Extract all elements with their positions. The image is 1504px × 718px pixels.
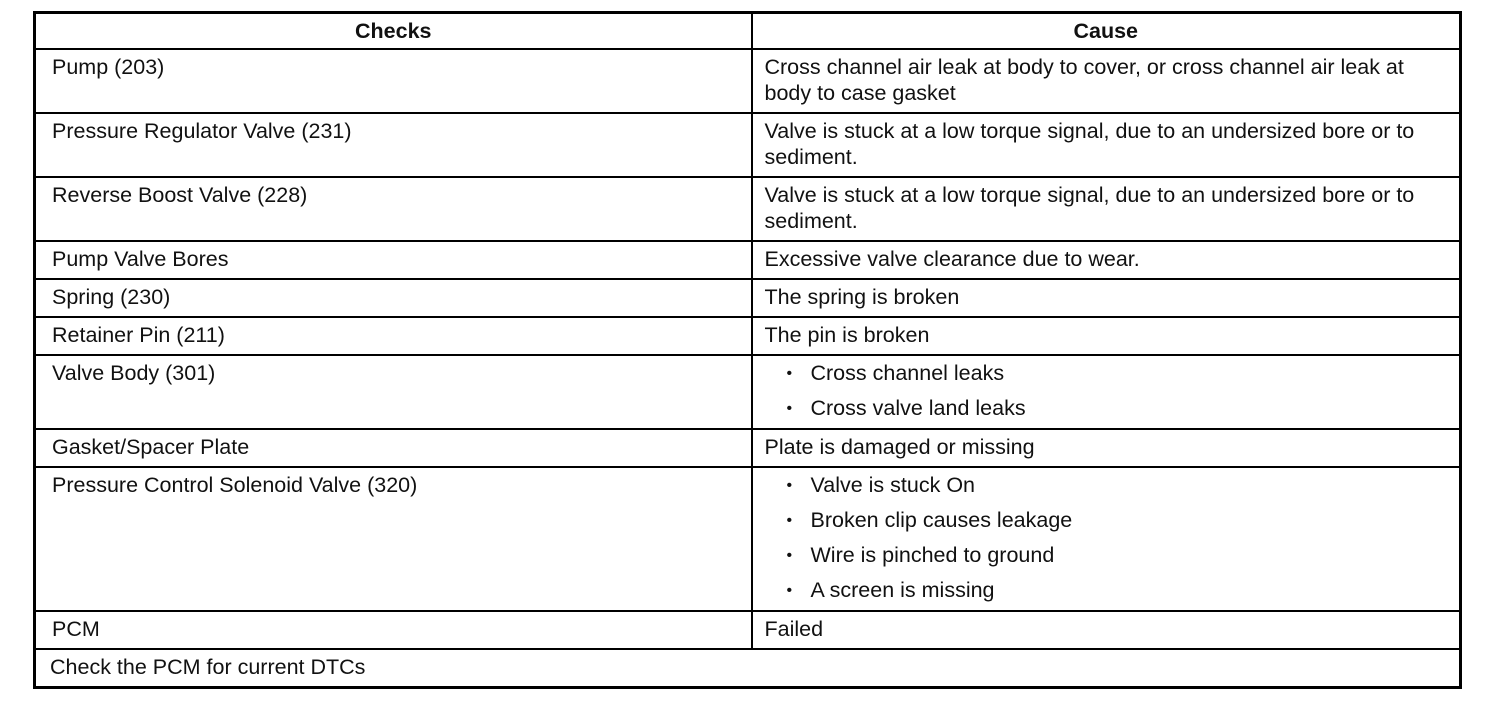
check-cell: Retainer Pin (211)	[35, 317, 752, 355]
cause-cell	[752, 355, 1461, 429]
cause-cell: Plate is damaged or missing	[752, 429, 1461, 467]
table-row	[35, 429, 1461, 467]
check-cell: Gasket/Spacer Plate	[35, 429, 752, 467]
bullet-icon: •	[786, 365, 793, 382]
bullet-icon: •	[786, 582, 793, 599]
cause-bullet-item	[787, 395, 1450, 422]
check-cell: Pressure Control Solenoid Valve (320)	[35, 467, 752, 611]
table-row	[35, 611, 1461, 649]
table-row	[35, 355, 1461, 429]
check-cell: Pump (203)	[35, 49, 752, 113]
cause-bullet-list	[765, 472, 1450, 604]
cause-cell: Failed	[752, 611, 1461, 649]
cause-bullet-text: Broken clip causes leakage	[810, 508, 1073, 532]
cause-cell: The spring is broken	[752, 279, 1461, 317]
cause-bullet-text: Wire is pinched to ground	[810, 543, 1055, 567]
cause-bullet-item	[787, 507, 1450, 534]
table-footer-row	[35, 649, 1461, 688]
check-cell: Reverse Boost Valve (228)	[35, 177, 752, 241]
column-header-cause: Cause	[752, 13, 1461, 50]
cause-bullet-item	[787, 577, 1450, 604]
checks-table	[33, 11, 1462, 689]
header-row	[35, 13, 1461, 50]
table-row	[35, 113, 1461, 177]
check-cell: Valve Body (301)	[35, 355, 752, 429]
cause-bullet-list	[765, 360, 1450, 422]
cause-cell: Excessive valve clearance due to wear.	[752, 241, 1461, 279]
table-row	[35, 317, 1461, 355]
check-cell: Pressure Regulator Valve (231)	[35, 113, 752, 177]
cause-cell	[752, 467, 1461, 611]
cause-cell: Cross channel air leak at body to cover, or cross channel air leak at body to case gasket	[752, 49, 1461, 113]
table-row	[35, 279, 1461, 317]
cause-cell: Valve is stuck at a low torque signal, due to an undersized bore or to sediment.	[752, 177, 1461, 241]
check-cell: Spring (230)	[35, 279, 752, 317]
table-row	[35, 241, 1461, 279]
cause-bullet-item	[787, 542, 1450, 569]
bullet-icon: •	[786, 547, 793, 564]
cause-bullet-text: Valve is stuck On	[810, 473, 975, 497]
cause-cell: Valve is stuck at a low torque signal, due to an undersized bore or to sediment.	[752, 113, 1461, 177]
table-row	[35, 467, 1461, 611]
footer-note: Check the PCM for current DTCs	[35, 649, 1461, 688]
bullet-icon: •	[786, 512, 793, 529]
check-cell: Pump Valve Bores	[35, 241, 752, 279]
cause-bullet-item	[787, 472, 1450, 499]
cause-bullet-text: Cross channel leaks	[810, 361, 1005, 385]
bullet-icon: •	[786, 400, 793, 417]
cause-bullet-item	[787, 360, 1450, 387]
table-row	[35, 49, 1461, 113]
cause-bullet-text: Cross valve land leaks	[810, 396, 1026, 420]
column-header-checks: Checks	[35, 13, 752, 50]
table-row	[35, 177, 1461, 241]
bullet-icon: •	[786, 477, 793, 494]
cause-cell: The pin is broken	[752, 317, 1461, 355]
check-cell: PCM	[35, 611, 752, 649]
cause-bullet-text: A screen is missing	[810, 578, 995, 602]
